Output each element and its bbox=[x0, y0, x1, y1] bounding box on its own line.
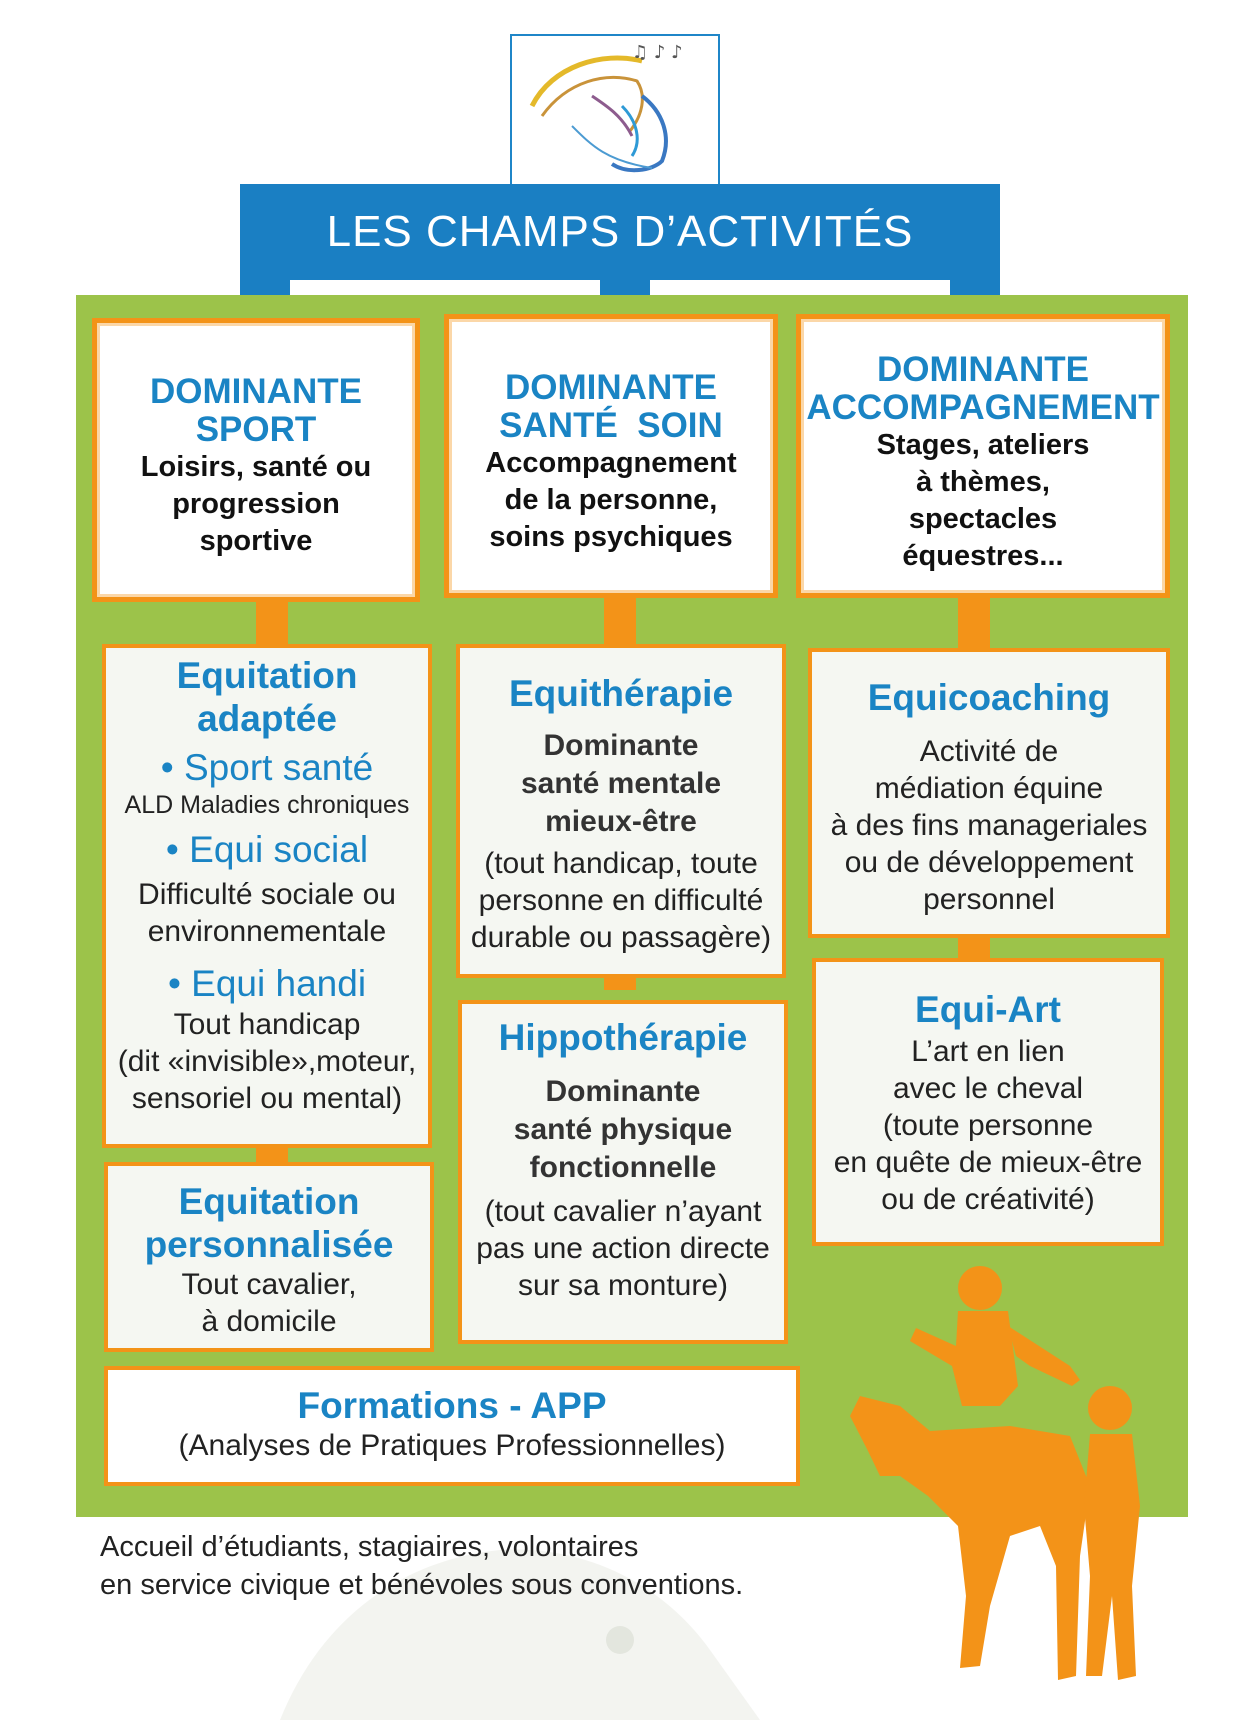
dominante-sante-subtitle: Accompagnement de la personne, soins psychiques bbox=[485, 447, 737, 553]
equi-handi-bullet: • Equi handi bbox=[167, 963, 367, 1004]
footer-note: Accueil d’étudiants, stagiaires, volontaires en service civique et bénévoles sous conventions. bbox=[100, 1531, 744, 1601]
horse-and-music-logo-icon bbox=[512, 36, 718, 184]
horse-rider-silhouette-icon bbox=[840, 1256, 1170, 1706]
dominante-sport-subtitle: Loisirs, santé ou progression sportive bbox=[140, 451, 372, 557]
dominante-sport-title: DOMINANTE SPORT bbox=[150, 372, 362, 449]
equitherapie-card bbox=[456, 644, 786, 978]
hippotherapie-title: Hippothérapie bbox=[498, 1017, 748, 1058]
hippotherapie-card bbox=[458, 1000, 788, 1344]
equitation-personnalisee-title: Equitation personnalisée bbox=[144, 1181, 394, 1265]
svg-text:♫ ♪ ♪: ♫ ♪ ♪ bbox=[632, 42, 683, 63]
equitherapie-text: (tout handicap, toute personne en difficulté durable ou passagère) bbox=[470, 847, 772, 954]
sport-sante-bullet: • Sport santé bbox=[160, 747, 374, 788]
dominante-sante-box bbox=[444, 314, 778, 598]
hippotherapie-text: (tout cavalier n’ayant pas une action directe sur sa monture) bbox=[476, 1195, 770, 1302]
equi-social-bullet: • Equi social bbox=[165, 829, 369, 870]
formations-subtitle: (Analyses de Pratiques Professionnelles) bbox=[178, 1429, 726, 1462]
equiart-title: Equi-Art bbox=[915, 989, 1061, 1030]
equitherapie-dominante: Dominante santé mentale mieux-être bbox=[520, 729, 722, 838]
logo bbox=[510, 34, 720, 186]
equi-social-text: Difficulté sociale ou environnementale bbox=[138, 878, 396, 948]
sport-sante-text: ALD Maladies chroniques bbox=[124, 791, 410, 819]
equicoaching-title: Equicoaching bbox=[867, 677, 1111, 718]
dominante-accompagnement-subtitle: Stages, ateliers à thèmes, spectacles équestres... bbox=[876, 429, 1090, 572]
hippotherapie-dominante: Dominante santé physique fonctionnelle bbox=[513, 1075, 733, 1184]
equitation-adaptee-title: Equitation adaptée bbox=[176, 655, 358, 739]
equi-handi-text: Tout handicap (dit «invisible»,moteur, sensoriel ou mental) bbox=[117, 1008, 417, 1115]
equitherapie-title: Equithérapie bbox=[508, 673, 734, 714]
equitation-adaptee-card bbox=[102, 644, 432, 1148]
dominante-accompagnement-box bbox=[796, 314, 1170, 598]
page-title: LES CHAMPS D’ACTIVITÉS bbox=[240, 184, 1000, 280]
dominante-sport-box bbox=[92, 318, 420, 602]
equitation-personnalisee-card bbox=[104, 1162, 434, 1352]
formations-title: Formations - APP bbox=[297, 1385, 607, 1426]
equicoaching-card bbox=[808, 648, 1170, 938]
equicoaching-text: Activité de médiation équine à des fins manageriales ou de développement personnel bbox=[830, 735, 1148, 916]
equitation-personnalisee-text: Tout cavalier, à domicile bbox=[181, 1268, 357, 1338]
equiart-card bbox=[812, 958, 1164, 1246]
dominante-sante-title: DOMINANTE SANTÉ SOIN bbox=[499, 368, 723, 445]
dominante-accompagnement-title: DOMINANTE ACCOMPAGNEMENT bbox=[806, 350, 1160, 427]
formations-card bbox=[104, 1366, 800, 1486]
equiart-text: L’art en lien avec le cheval (toute personne en quête de mieux-être ou de créativité) bbox=[833, 1035, 1143, 1216]
